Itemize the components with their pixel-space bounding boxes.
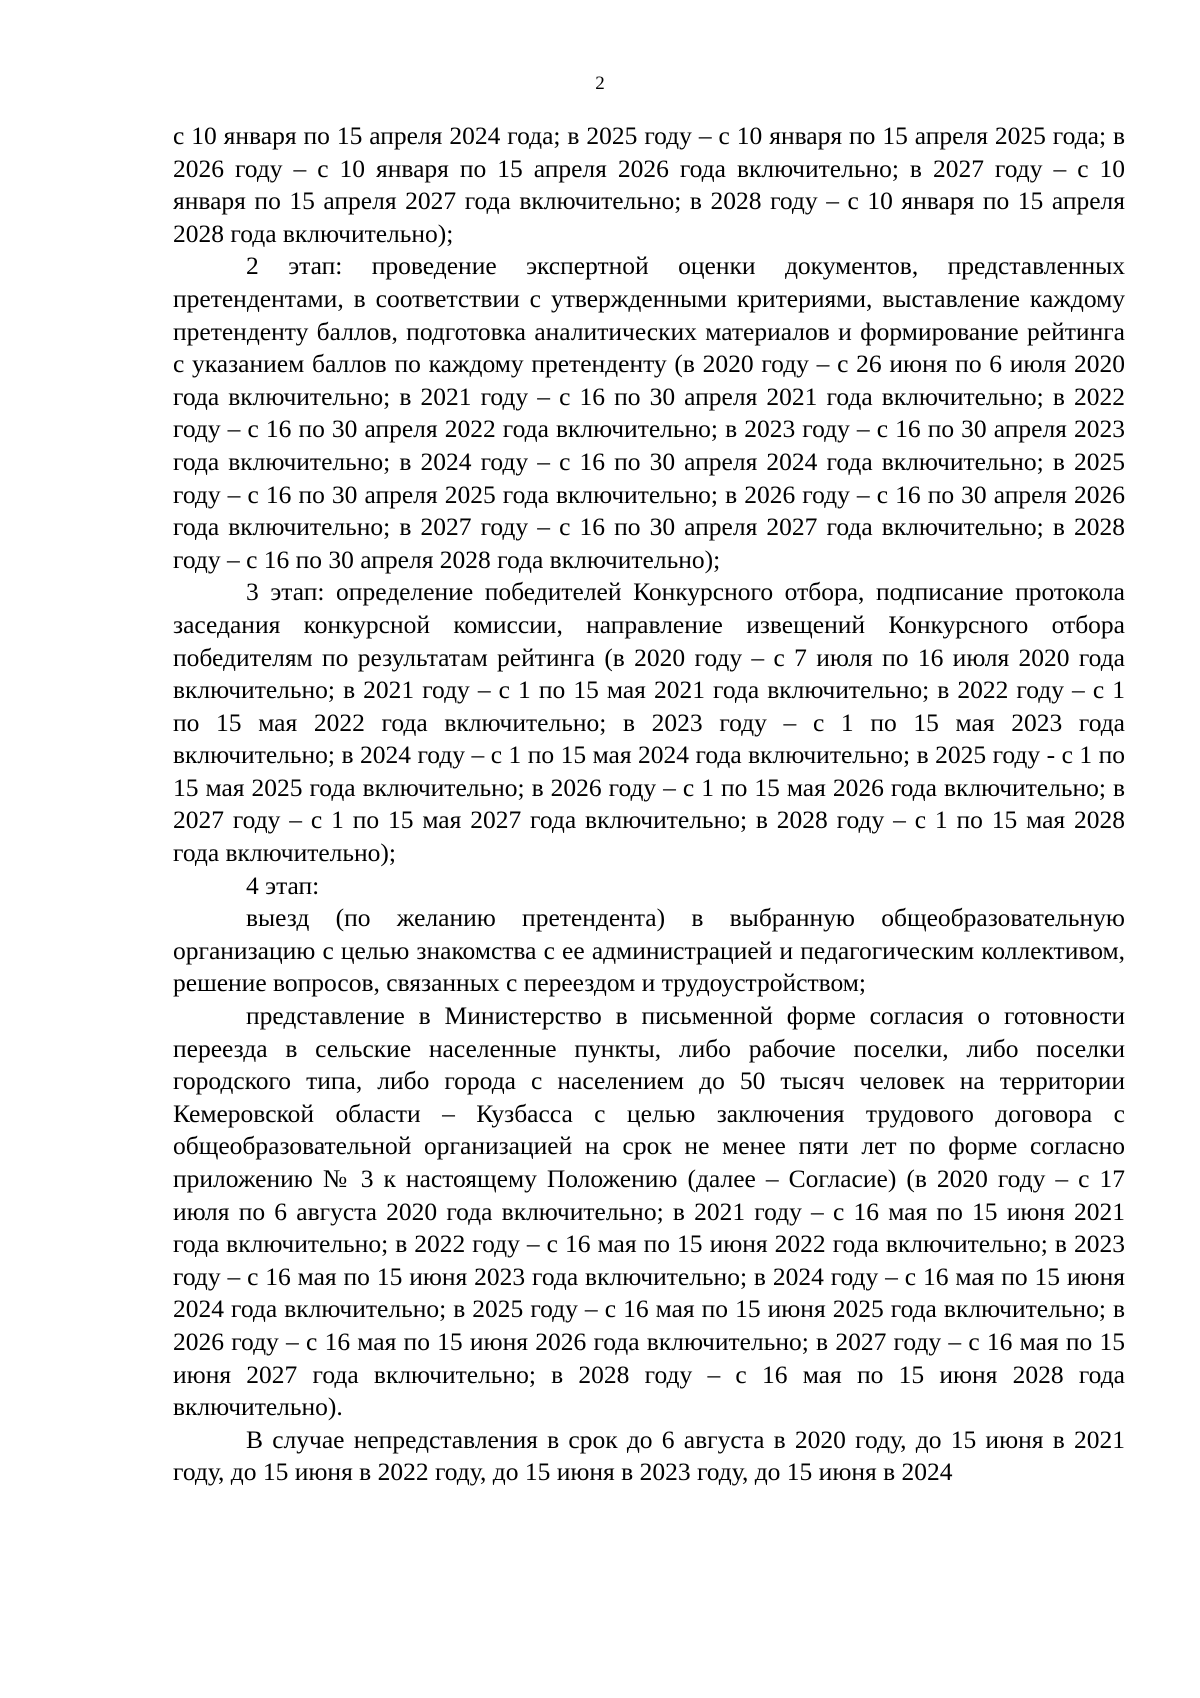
- paragraph-stage-2: 2 этап: проведение экспертной оценки документов, представленных претендентами, в соответствии с утвержденными критериями, выставление каждому претенденту баллов, подготовка аналитических материалов и формирование рейтинга с указанием баллов по каждому претенденту (в 2020 году – с 26 июня по 6 июля 2020 года включительно; в 2021 году – с 16 по 30 апреля 2021 года включительно; в 2022 году – с 16 по 30 апреля 2022 года включительно; в 2023 году – с 16 по 30 апреля 2023 года включительно; в 2024 году – с 16 по 30 апреля 2024 года включительно; в 2025 году – с 16 по 30 апреля 2025 года включительно; в 2026 году – с 16 по 30 апреля 2026 года включительно; в 2027 году – с 16 по 30 апреля 2027 года включительно; в 2028 году – с 16 по 30 апреля 2028 года включительно);: [173, 251, 1125, 574]
- paragraph-stage-4-visit: выезд (по желанию претендента) в выбранную общеобразовательную организацию с целью знакомства с ее администрацией и педагогическим коллективом, решение вопросов, связанных с переездом и трудоустройством;: [173, 903, 1125, 998]
- paragraph-stage-1-end: с 10 января по 15 апреля 2024 года; в 2025 году – с 10 января по 15 апреля 2025 года; в 2026 году – с 10 января по 15 апреля 2026 года включительно; в 2027 году – с 10 января по 15 апреля 2027 года включительно; в 2028 году – с 10 января по 15 апреля 2028 года включительно);: [173, 121, 1125, 248]
- paragraph-stage-4-consent: представление в Министерство в письменной форме согласия о готовности переезда в сельские населенные пункты, либо рабочие поселки, либо поселки городского типа, либо города с населением до 50 тысяч человек на территории Кемеровской области – Кузбасса с целью заключения трудового договора с общеобразовательной организацией на срок не менее пяти лет по форме согласно приложению № 3 к настоящему Положению (далее – Согласие) (в 2020 году – с 17 июля по 6 августа 2020 года включительно; в 2021 году – с 16 мая по 15 июня 2021 года включительно; в 2022 году – с 16 мая по 15 июня 2022 года включительно; в 2023 году – с 16 мая по 15 июня 2023 года включительно; в 2024 году – с 16 мая по 15 июня 2024 года включительно; в 2025 году – с 16 мая по 15 июня 2025 года включительно; в 2026 году – с 16 мая по 15 июня 2026 года включительно; в 2027 году – с 16 мая по 15 июня 2027 года включительно; в 2028 году – с 16 мая по 15 июня 2028 года включительно).: [173, 1001, 1125, 1422]
- paragraph-stage-3: 3 этап: определение победителей Конкурсного отбора, подписание протокола заседания конкурсной комиссии, направление извещений Конкурсного отбора победителям по результатам рейтинга (в 2020 году – с 7 июля по 16 июля 2020 года включительно; в 2021 году – с 1 по 15 мая 2021 года включительно; в 2022 году – с 1 по 15 мая 2022 года включительно; в 2023 году – с 1 по 15 мая 2023 года включительно; в 2024 году – с 1 по 15 мая 2024 года включительно; в 2025 году - с 1 по 15 мая 2025 года включительно; в 2026 году – с 1 по 15 мая 2026 года включительно; в 2027 году – с 1 по 15 мая 2027 года включительно; в 2028 году – с 1 по 15 мая 2028 года включительно);: [173, 577, 1125, 868]
- paragraph-non-submission: В случае непредставления в срок до 6 августа в 2020 году, до 15 июня в 2021 году, до 15 июня в 2022 году, до 15 июня в 2023 году, до 15 июня в 2024: [173, 1424, 1125, 1487]
- page-number: 2: [595, 73, 605, 94]
- paragraph-stage-4-heading: 4 этап:: [246, 870, 320, 900]
- document-body: [173, 120, 1125, 1489]
